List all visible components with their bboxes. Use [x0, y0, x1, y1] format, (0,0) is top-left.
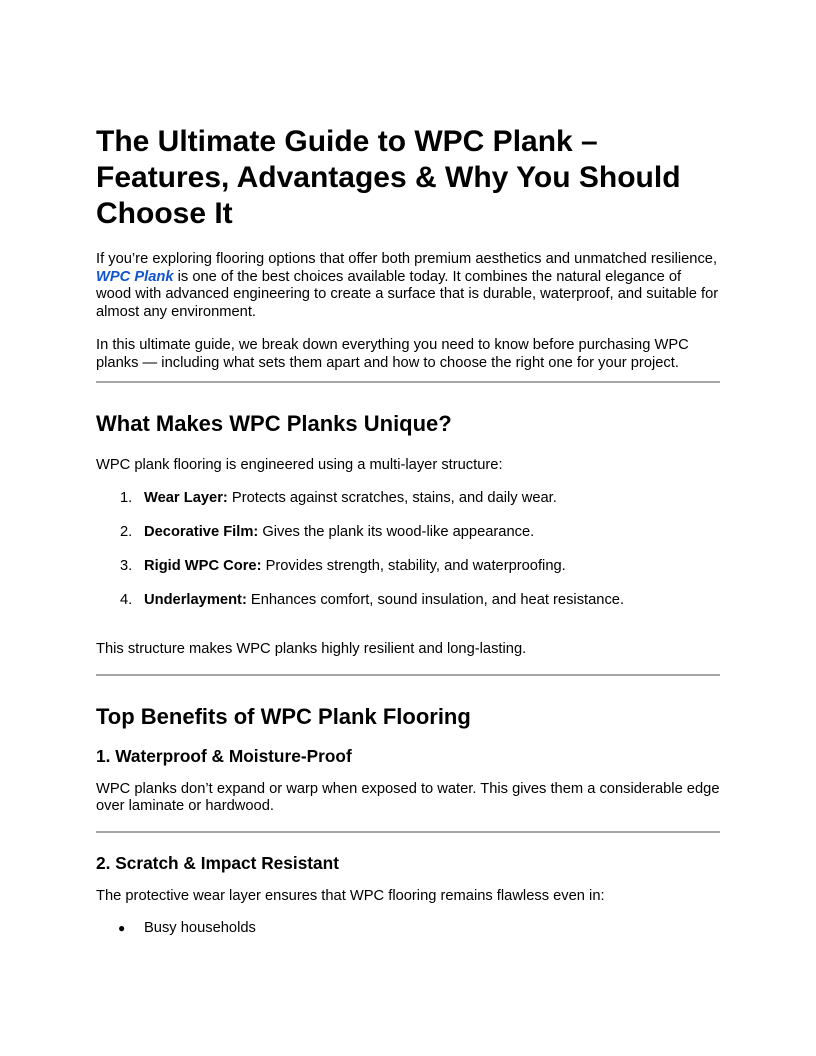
layer-term: Rigid WPC Core: [144, 557, 262, 574]
section-divider [96, 381, 720, 383]
list-number: 3. [120, 557, 133, 574]
layer-desc: Provides strength, stability, and waterproofing. [261, 557, 566, 574]
section-heading-unique: What Makes WPC Planks Unique? [96, 411, 452, 436]
bullet-icon: ● [118, 921, 126, 935]
layer-desc: Protects against scratches, stains, and daily wear. [227, 489, 557, 506]
benefit-text-scratch: The protective wear layer ensures that WPC flooring remains flawless even in: [96, 887, 605, 904]
layer-desc: Gives the plank its wood-like appearance. [258, 523, 535, 540]
section-divider [96, 674, 720, 676]
document-body [96, 124, 720, 938]
layer-desc: Enhances comfort, sound insulation, and heat resistance. [246, 591, 625, 608]
layer-term: Decorative Film: [144, 523, 259, 540]
structure-closing: This structure makes WPC planks highly resilient and long-lasting. [96, 641, 527, 657]
structure-lead: WPC plank flooring is engineered using a multi-layer structure: [96, 457, 503, 473]
list-item [96, 490, 720, 508]
benefit-heading-scratch: 2. Scratch & Impact Resistant [96, 852, 339, 873]
layer-term: Underlayment: [144, 591, 247, 608]
bullet-list [96, 920, 720, 938]
layer-list [96, 490, 720, 610]
intro-paragraph-2: In this ultimate guide, we break down everything you need to know before purchasing WPC planks — including what sets them apart and how to choose the right one for your project. [96, 337, 689, 371]
list-item [96, 920, 720, 938]
intro-text-start: If you’re exploring flooring options that offer both premium aesthetics and unmatched resilience, [96, 251, 718, 267]
list-number: 2. [120, 523, 133, 540]
intro-paragraph-1 [96, 251, 720, 321]
list-number: 1. [120, 489, 133, 506]
section-heading-benefits: Top Benefits of WPC Plank Flooring [96, 703, 471, 729]
section-divider [96, 831, 720, 833]
list-item [96, 592, 720, 610]
bullet-text: Busy households [144, 920, 256, 936]
list-item [96, 524, 720, 542]
intro-text-end: is one of the best choices available today. It combines the natural elegance of wood with advanced engineering to create a surface that is durable, waterproof, and suitable for almost any environment. [96, 268, 719, 320]
wpc-plank-link[interactable]: WPC Plank [96, 268, 174, 285]
layer-term: Wear Layer: [144, 489, 228, 506]
list-number: 4. [120, 591, 133, 608]
benefit-heading-waterproof: 1. Waterproof & Moisture-Proof [96, 745, 352, 766]
list-item [96, 558, 720, 576]
benefit-text-waterproof: WPC planks don’t expand or warp when exposed to water. This gives them a considerable edge over laminate or hardwood. [96, 780, 720, 814]
page-title: The Ultimate Guide to WPC Plank – Features, Advantages & Why You Should Choose It [96, 125, 681, 230]
